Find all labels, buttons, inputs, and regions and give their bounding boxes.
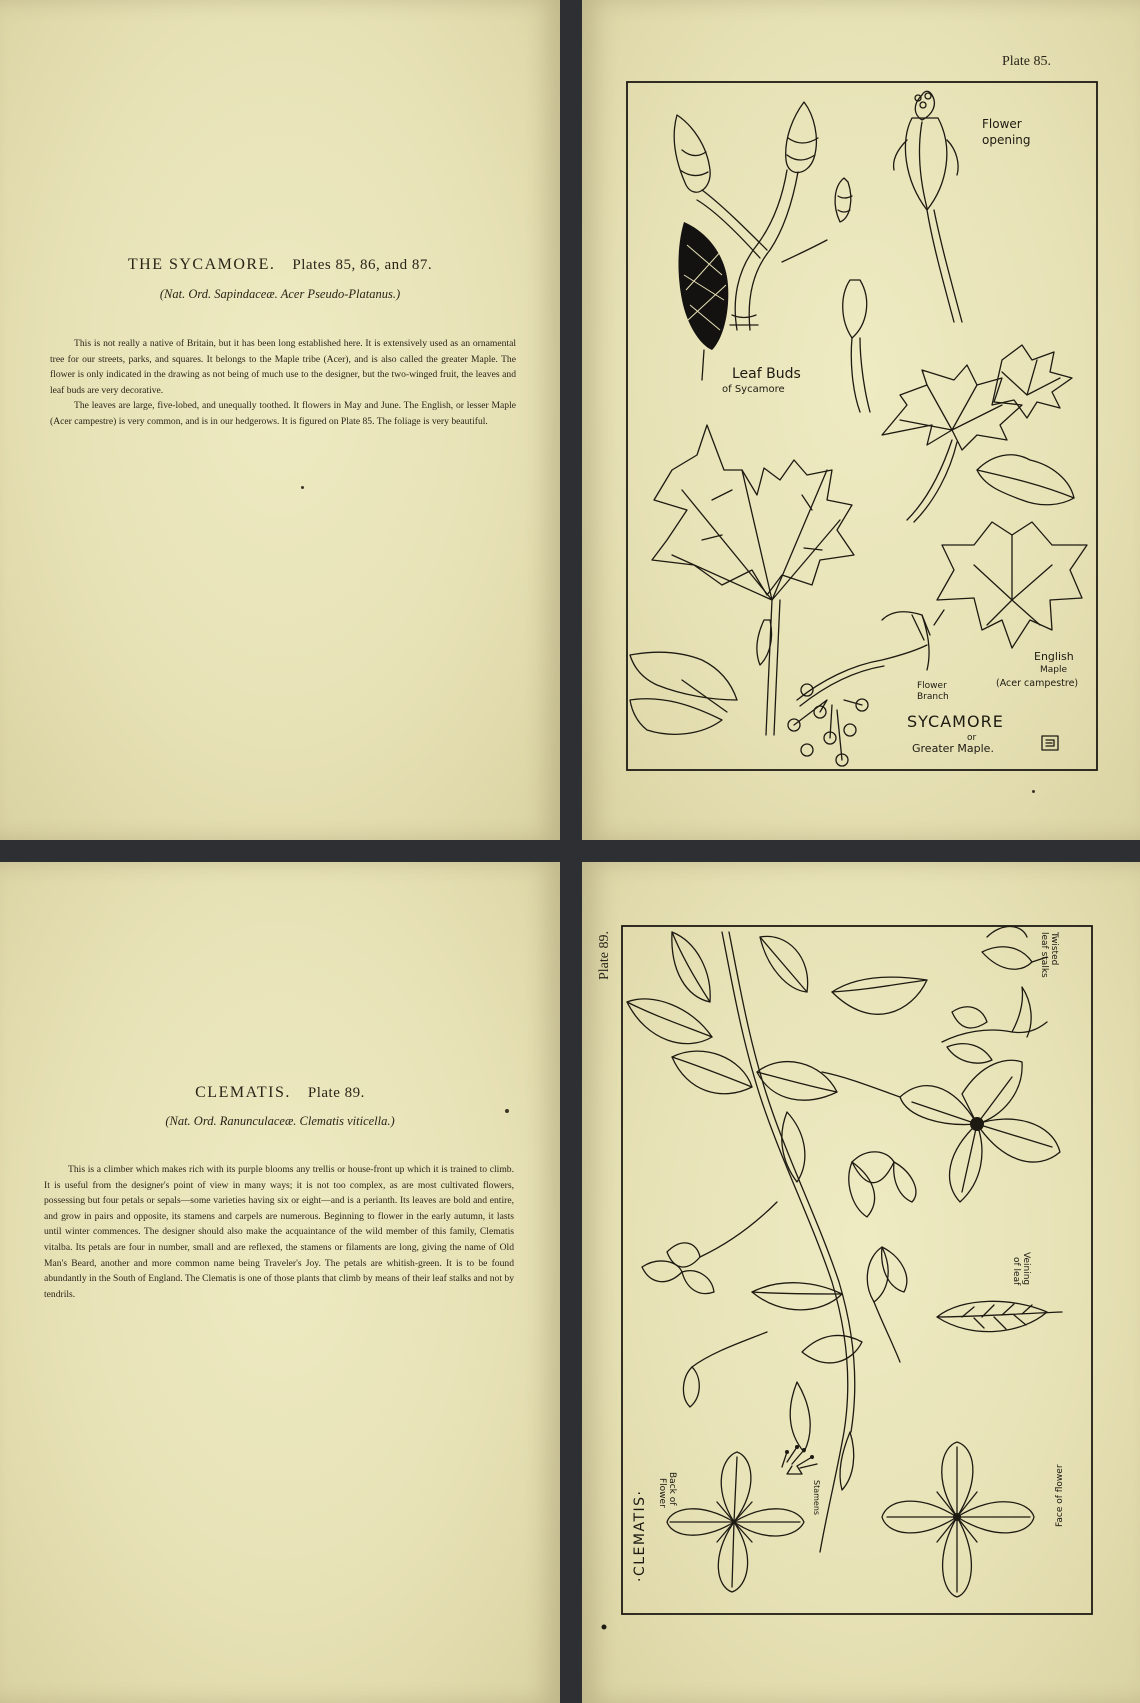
flower-opening: [894, 91, 962, 322]
title-name: CLEMATIS.: [195, 1084, 291, 1101]
sycamore-illustration: [582, 0, 1140, 840]
english-maple-leaf: [937, 522, 1087, 648]
veining-leaf: [937, 1301, 1062, 1331]
body-text: [44, 1162, 514, 1302]
page-plate-85: [582, 0, 1140, 840]
ink-speck: [301, 486, 304, 489]
sycamore-label: or: [967, 733, 977, 743]
veining-label: of leaf: [1011, 1257, 1021, 1286]
leaf-bud-silhouette: [678, 222, 728, 350]
leaf-buds-label: Leaf Buds: [732, 366, 801, 382]
sycamore-leaf-spray: [882, 345, 1074, 522]
clematis-flower-hanging: [642, 1202, 777, 1294]
paragraph: The leaves are large, five-lobed, and unequally toothed. It flowers in May and June. The English, or lesser Maple (Acer campestre) is very common, and is in our hedgerows. It is figured on Plate 85. The foliage is very beautiful.: [50, 400, 516, 427]
back-of-flower-label: Back of: [667, 1472, 677, 1506]
plate-frame: [627, 82, 1097, 770]
clematis-flower-side: [849, 1152, 916, 1362]
twisted-leaf-stalks: [942, 926, 1047, 1063]
sycamore-label: SYCAMORE: [907, 712, 1004, 731]
stamens-detail: [782, 1445, 817, 1474]
english-maple-label: Maple: [1040, 665, 1068, 675]
opening-bud: [843, 280, 867, 338]
veining-label: Veining: [1021, 1252, 1031, 1286]
paragraph: This is a climber which makes rich with its purple blooms any trellis or house-front up which it is trained to climb. It is useful from the designer's point of view in many ways; it is not too complex, as are most cultivated flowers, possessing but four petals or sepals—some varieties having six or eight—and is a perianth. Its leaves are bold and entire, and grow in pairs and opposite, its stamens and carpels are numerous. Beginning to flower in the early autumn, it lasts until winter commences. The designer should also make the acquaintance of the wild member of this family, Clematis vitalba. Its petals are four in number, small and are reflexed, the stamens or filaments are long, giving the name of Old Man's Beard, another and more common name being Traveler's Joy. The petals are whitish-green. It is to be found abundantly in the South of England. The Clematis is one of those plants that climb by means of their leaf stalks and not by tendrils.: [44, 1164, 514, 1300]
clematis-illustration: [582, 862, 1140, 1703]
face-of-flower: [882, 1442, 1034, 1597]
title-plates: Plate 89.: [307, 1085, 365, 1101]
leaf-buds-label: of Sycamore: [722, 384, 785, 395]
page-subtitle: (Nat. Ord. Sapindaceæ. Acer Pseudo-Platanus.): [159, 287, 401, 301]
flower-branch-label: Branch: [917, 692, 949, 702]
twisted-stalks-label: leaf stalks: [1039, 932, 1049, 978]
back-of-flower: [667, 1452, 804, 1592]
flower-opening-label: Flower: [982, 117, 1022, 131]
clematis-leaves: [627, 932, 927, 1452]
clematis-flower-open: [822, 1060, 1060, 1202]
english-maple-label: (Acer campestre): [996, 678, 1079, 689]
title-plates: Plates 85, 86, and 87.: [292, 257, 433, 273]
body-text: [50, 336, 516, 430]
small-bud: [835, 178, 851, 222]
page-subtitle: (Nat. Ord. Ranunculaceæ. Clematis viticella.): [165, 1114, 395, 1128]
flower-opening-label: opening: [982, 133, 1031, 147]
title-name: THE SYCAMORE.: [127, 256, 276, 273]
paragraph: This is not really a native of Britain, but it has been long established here. It is extensively used as an ornamental tree for our streets, parks, and squares. It belongs to the Maple tribe (Acer), and is also called the greater Maple. The flower is only indicated in the drawing as not being of much use to the designer, but the two-winged fruit, the leaves and leaf buds are very decorative.: [50, 338, 516, 396]
page-clematis-text: [0, 862, 560, 1703]
page-title: [0, 256, 560, 274]
flower-branch-label: Flower: [917, 681, 947, 691]
flower-branch: [630, 610, 944, 766]
page-plate-89: [582, 862, 1140, 1703]
large-sycamore-leaf: [652, 425, 854, 735]
clematis-label: ·CLEMATIS·: [632, 1489, 648, 1582]
plate-label: Plate 85.: [1002, 54, 1051, 69]
plate-label: Plate 89.: [597, 931, 612, 980]
english-maple-label: English: [1034, 650, 1074, 663]
ink-speck: [1032, 790, 1035, 793]
sycamore-label: Greater Maple.: [912, 742, 994, 755]
page-title: [0, 1084, 560, 1102]
ink-speck: [505, 1109, 509, 1113]
clematis-bud: [683, 1367, 699, 1407]
page-sycamore-text: [0, 0, 560, 840]
twisted-stalks-label: Twisted: [1049, 932, 1059, 966]
back-of-flower-label: Flower: [657, 1478, 667, 1508]
ink-speck: [602, 1625, 607, 1630]
face-of-flower-label: Face of flower: [1055, 1464, 1065, 1527]
stamens-label: Stamens: [812, 1480, 821, 1516]
